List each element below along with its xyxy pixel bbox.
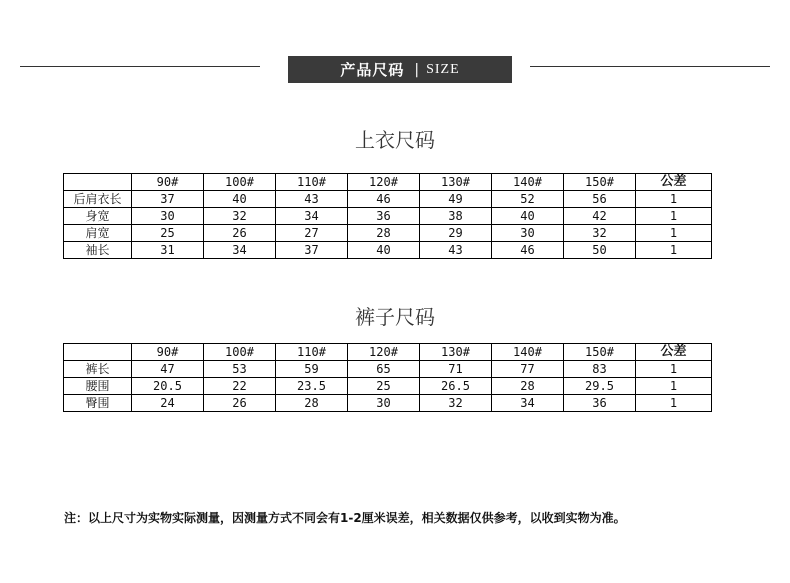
- footer-note: 注：以上尺寸为实物实际测量，因测量方式不同会有1-2厘米误差，相关数据仅供参考，以收到实物为准。: [64, 511, 626, 525]
- table-cell: 34: [276, 208, 348, 225]
- size-header: 140#: [492, 344, 564, 361]
- table-cell: 25: [348, 378, 420, 395]
- size-header: 150#: [564, 174, 636, 191]
- tolerance-cell: 1: [636, 361, 712, 378]
- size-header: 90#: [132, 174, 204, 191]
- table-cell: 71: [420, 361, 492, 378]
- table-cell: 32: [204, 208, 276, 225]
- top-size-table: [63, 173, 712, 259]
- table-cell: 26: [204, 395, 276, 412]
- header-rule-right: [530, 66, 770, 67]
- table-cell: 26: [204, 225, 276, 242]
- size-header: 130#: [420, 174, 492, 191]
- tolerance-header: 公差: [636, 174, 712, 191]
- table-cell: 29: [420, 225, 492, 242]
- tolerance-cell: 1: [636, 191, 712, 208]
- row-label: 身宽: [64, 208, 132, 225]
- table-cell: 22: [204, 378, 276, 395]
- tolerance-cell: 1: [636, 225, 712, 242]
- table-row: [64, 395, 712, 412]
- table-cell: 40: [492, 208, 564, 225]
- row-label: 袖长: [64, 242, 132, 259]
- banner-title-cn: 产品尺码: [340, 61, 405, 79]
- size-header: 110#: [276, 174, 348, 191]
- banner-title-en: SIZE: [426, 61, 460, 77]
- row-label: 腰围: [64, 378, 132, 395]
- size-header: 150#: [564, 344, 636, 361]
- table-cell: 23.5: [276, 378, 348, 395]
- table-cell: 59: [276, 361, 348, 378]
- table-row: [64, 225, 712, 242]
- header-corner-cell: [64, 174, 132, 191]
- table-header-row: [64, 344, 712, 361]
- tolerance-cell: 1: [636, 208, 712, 225]
- row-label: 后肩衣长: [64, 191, 132, 208]
- table-cell: 65: [348, 361, 420, 378]
- table-cell: 28: [348, 225, 420, 242]
- table-cell: 49: [420, 191, 492, 208]
- tolerance-header: 公差: [636, 344, 712, 361]
- table-cell: 25: [132, 225, 204, 242]
- table-cell: 37: [132, 191, 204, 208]
- table-cell: 53: [204, 361, 276, 378]
- banner-separator: |: [414, 61, 421, 78]
- table-cell: 77: [492, 361, 564, 378]
- table-row: [64, 378, 712, 395]
- table-cell: 38: [420, 208, 492, 225]
- table-cell: 42: [564, 208, 636, 225]
- table-cell: 34: [204, 242, 276, 259]
- pants-size-table: [63, 343, 712, 412]
- top-size-title: 上衣尺码: [355, 128, 435, 152]
- table-cell: 27: [276, 225, 348, 242]
- table-cell: 36: [564, 395, 636, 412]
- size-header: 120#: [348, 344, 420, 361]
- table-cell: 56: [564, 191, 636, 208]
- size-header: 140#: [492, 174, 564, 191]
- table-cell: 83: [564, 361, 636, 378]
- table-row: [64, 208, 712, 225]
- table-row: [64, 361, 712, 378]
- table-cell: 29.5: [564, 378, 636, 395]
- size-header: 110#: [276, 344, 348, 361]
- table-cell: 30: [348, 395, 420, 412]
- table-cell: 26.5: [420, 378, 492, 395]
- table-cell: 32: [420, 395, 492, 412]
- table-cell: 30: [132, 208, 204, 225]
- table-cell: 28: [492, 378, 564, 395]
- header-corner-cell: [64, 344, 132, 361]
- table-cell: 31: [132, 242, 204, 259]
- row-label: 臀围: [64, 395, 132, 412]
- table-cell: 40: [348, 242, 420, 259]
- table-cell: 50: [564, 242, 636, 259]
- table-row: [64, 191, 712, 208]
- size-header: 120#: [348, 174, 420, 191]
- size-header: 90#: [132, 344, 204, 361]
- table-row: [64, 242, 712, 259]
- row-label: 肩宽: [64, 225, 132, 242]
- table-cell: 24: [132, 395, 204, 412]
- size-banner: [288, 56, 512, 83]
- table-cell: 32: [564, 225, 636, 242]
- size-header: 100#: [204, 344, 276, 361]
- tolerance-cell: 1: [636, 378, 712, 395]
- table-cell: 28: [276, 395, 348, 412]
- table-cell: 34: [492, 395, 564, 412]
- table-cell: 36: [348, 208, 420, 225]
- pants-size-title: 裤子尺码: [355, 305, 435, 329]
- table-cell: 46: [492, 242, 564, 259]
- table-cell: 37: [276, 242, 348, 259]
- header-rule-left: [20, 66, 260, 67]
- table-cell: 43: [276, 191, 348, 208]
- table-cell: 46: [348, 191, 420, 208]
- size-header: 100#: [204, 174, 276, 191]
- table-cell: 40: [204, 191, 276, 208]
- tolerance-cell: 1: [636, 395, 712, 412]
- table-cell: 43: [420, 242, 492, 259]
- table-cell: 52: [492, 191, 564, 208]
- table-cell: 20.5: [132, 378, 204, 395]
- table-cell: 30: [492, 225, 564, 242]
- tolerance-cell: 1: [636, 242, 712, 259]
- table-cell: 47: [132, 361, 204, 378]
- row-label: 裤长: [64, 361, 132, 378]
- table-header-row: [64, 174, 712, 191]
- size-header: 130#: [420, 344, 492, 361]
